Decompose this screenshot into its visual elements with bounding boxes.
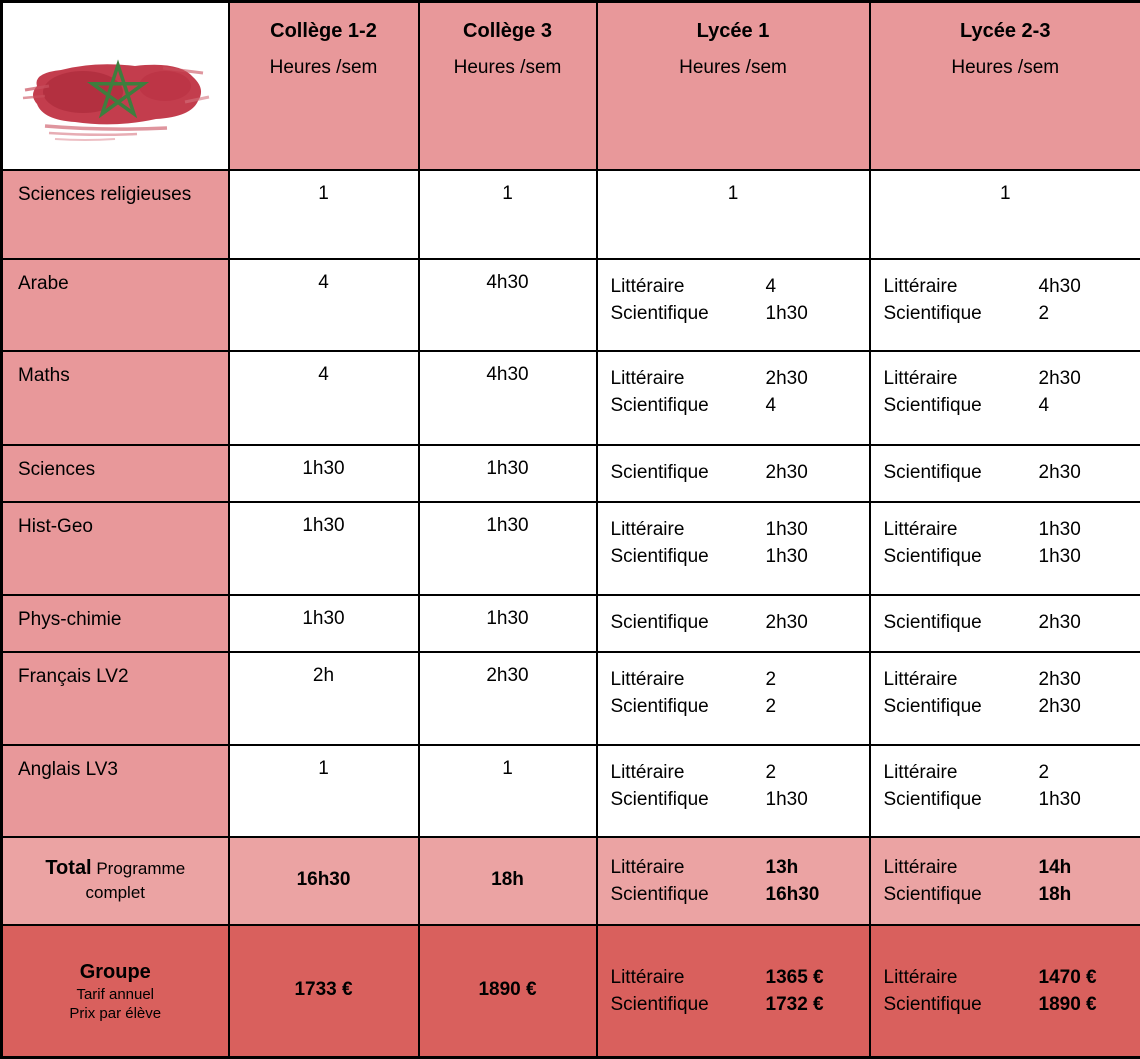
cell-phys-chimie-lycee-1 xyxy=(597,595,870,652)
stream-value: 2 xyxy=(766,666,777,693)
cell-francais-lv2-college-3: 2h30 xyxy=(419,652,597,745)
pair-line xyxy=(611,392,863,419)
pair-line xyxy=(611,964,863,991)
pair-line xyxy=(611,759,863,786)
stream-name: Scientifique xyxy=(884,392,1039,419)
pair-line xyxy=(611,991,863,1018)
stream-value: 13h xyxy=(766,854,799,881)
cell-sciences-lycee-1 xyxy=(597,445,870,502)
cell-sciences-religieuses-lycee-2-3: 1 xyxy=(870,170,1140,259)
row-francais-lv2 xyxy=(2,652,1140,745)
stream-value: 2 xyxy=(1039,759,1050,786)
pair-line xyxy=(884,459,1135,486)
pair-line xyxy=(884,786,1135,813)
stream-name: Scientifique xyxy=(884,459,1039,486)
stream-name: Scientifique xyxy=(611,786,766,813)
cell-total-college-1-2: 16h30 xyxy=(229,837,419,925)
stream-value: 1h30 xyxy=(766,300,808,327)
total-sublabel: Programme complet xyxy=(85,859,185,902)
column-title: Collège 3 xyxy=(421,19,595,43)
stream-value: 1732 € xyxy=(766,991,824,1018)
pair-line xyxy=(611,459,863,486)
stream-name: Littéraire xyxy=(884,516,1039,543)
row-label-phys-chimie: Phys-chimie xyxy=(2,595,229,652)
cell-francais-lv2-college-1-2: 2h xyxy=(229,652,419,745)
pair-line xyxy=(884,991,1135,1018)
cell-groupe-college-1-2: 1733 € xyxy=(229,925,419,1058)
cell-anglais-lv3-college-1-2: 1 xyxy=(229,745,419,837)
column-title: Lycée 2-3 xyxy=(872,19,1140,43)
stream-value: 18h xyxy=(1039,881,1072,908)
stream-value: 1h30 xyxy=(1039,786,1081,813)
row-anglais-lv3 xyxy=(2,745,1140,837)
cell-sciences-lycee-2-3 xyxy=(870,445,1140,502)
cell-francais-lv2-lycee-2-3 xyxy=(870,652,1140,745)
stream-value: 1h30 xyxy=(766,516,808,543)
cell-groupe-lycee-2-3 xyxy=(870,925,1140,1058)
stream-name: Scientifique xyxy=(611,609,766,636)
stream-name: Littéraire xyxy=(611,516,766,543)
stream-name: Scientifique xyxy=(884,300,1039,327)
pair-line xyxy=(884,666,1135,693)
row-label-sciences: Sciences xyxy=(2,445,229,502)
pair-line xyxy=(611,543,863,570)
stream-value: 1h30 xyxy=(1039,516,1081,543)
cell-sciences-college-1-2: 1h30 xyxy=(229,445,419,502)
header-lycee-1 xyxy=(597,2,870,170)
row-sciences-religieuses xyxy=(2,170,1140,259)
cell-total-lycee-2-3 xyxy=(870,837,1140,925)
column-subtitle: Heures /sem xyxy=(231,56,417,79)
stream-value: 1365 € xyxy=(766,964,824,991)
stream-name: Scientifique xyxy=(611,693,766,720)
cell-hist-geo-lycee-1 xyxy=(597,502,870,595)
stream-name: Littéraire xyxy=(611,854,766,881)
cell-arabe-lycee-2-3 xyxy=(870,259,1140,351)
cell-sciences-religieuses-lycee-1: 1 xyxy=(597,170,870,259)
cell-maths-college-3: 4h30 xyxy=(419,351,597,445)
row-label-total xyxy=(2,837,229,925)
pair-line xyxy=(884,964,1135,991)
cell-sciences-religieuses-college-1-2: 1 xyxy=(229,170,419,259)
cell-arabe-college-1-2: 4 xyxy=(229,259,419,351)
logo-cell xyxy=(2,2,229,170)
stream-value: 2 xyxy=(1039,300,1050,327)
pair-line xyxy=(611,300,863,327)
cell-groupe-college-3: 1890 € xyxy=(419,925,597,1058)
row-label-sciences-religieuses: Sciences religieuses xyxy=(2,170,229,259)
pair-line xyxy=(884,365,1135,392)
column-subtitle: Heures /sem xyxy=(421,56,595,79)
stream-name: Littéraire xyxy=(884,759,1039,786)
stream-name: Littéraire xyxy=(884,273,1039,300)
stream-name: Littéraire xyxy=(611,964,766,991)
pair-line xyxy=(611,365,863,392)
cell-sciences-religieuses-college-3: 1 xyxy=(419,170,597,259)
pair-line xyxy=(884,273,1135,300)
pair-line xyxy=(611,609,863,636)
stream-value: 4 xyxy=(766,392,777,419)
row-phys-chimie xyxy=(2,595,1140,652)
stream-name: Littéraire xyxy=(611,273,766,300)
stream-value: 1470 € xyxy=(1039,964,1097,991)
cell-sciences-college-3: 1h30 xyxy=(419,445,597,502)
pair-line xyxy=(611,273,863,300)
stream-value: 2h30 xyxy=(1039,459,1081,486)
stream-name: Littéraire xyxy=(884,666,1039,693)
cell-maths-lycee-1 xyxy=(597,351,870,445)
stream-value: 1h30 xyxy=(1039,543,1081,570)
stream-value: 2h30 xyxy=(1039,693,1081,720)
group-label: Groupe xyxy=(3,959,228,985)
stream-name: Scientifique xyxy=(884,786,1039,813)
stream-name: Littéraire xyxy=(884,854,1039,881)
pair-line xyxy=(611,666,863,693)
stream-name: Scientifique xyxy=(884,543,1039,570)
stream-name: Littéraire xyxy=(611,666,766,693)
pair-line xyxy=(611,881,863,908)
row-groupe xyxy=(2,925,1140,1058)
pair-line xyxy=(884,516,1135,543)
stream-value: 1h30 xyxy=(766,543,808,570)
row-label-groupe xyxy=(2,925,229,1058)
stream-value: 2h30 xyxy=(766,459,808,486)
row-sciences xyxy=(2,445,1140,502)
cell-phys-chimie-lycee-2-3 xyxy=(870,595,1140,652)
cell-anglais-lv3-lycee-1 xyxy=(597,745,870,837)
stream-value: 2h30 xyxy=(1039,365,1081,392)
cell-francais-lv2-lycee-1 xyxy=(597,652,870,745)
cell-maths-college-1-2: 4 xyxy=(229,351,419,445)
stream-value: 2 xyxy=(766,693,777,720)
pair-line xyxy=(884,881,1135,908)
pair-line xyxy=(884,300,1135,327)
stream-name: Littéraire xyxy=(884,365,1039,392)
stream-value: 4 xyxy=(766,273,777,300)
stream-name: Scientifique xyxy=(611,543,766,570)
header-college-3 xyxy=(419,2,597,170)
stream-name: Littéraire xyxy=(884,964,1039,991)
cell-arabe-lycee-1 xyxy=(597,259,870,351)
stream-value: 2h30 xyxy=(766,365,808,392)
cell-total-college-3: 18h xyxy=(419,837,597,925)
table-body xyxy=(2,170,1140,1058)
row-total xyxy=(2,837,1140,925)
row-hist-geo xyxy=(2,502,1140,595)
stream-value: 2h30 xyxy=(766,609,808,636)
stream-name: Scientifique xyxy=(884,693,1039,720)
group-sublabel: Tarif annuel xyxy=(3,985,228,1004)
row-label-arabe: Arabe xyxy=(2,259,229,351)
pair-line xyxy=(884,854,1135,881)
pair-line xyxy=(611,854,863,881)
pair-line xyxy=(611,693,863,720)
pair-line xyxy=(884,609,1135,636)
stream-value: 1890 € xyxy=(1039,991,1097,1018)
stream-name: Littéraire xyxy=(611,365,766,392)
cell-anglais-lv3-college-3: 1 xyxy=(419,745,597,837)
column-subtitle: Heures /sem xyxy=(872,56,1140,79)
cell-phys-chimie-college-3: 1h30 xyxy=(419,595,597,652)
cell-hist-geo-college-3: 1h30 xyxy=(419,502,597,595)
stream-name: Scientifique xyxy=(611,991,766,1018)
moroccan-flag-watercolor xyxy=(15,40,215,145)
stream-name: Scientifique xyxy=(884,609,1039,636)
row-label-hist-geo: Hist-Geo xyxy=(2,502,229,595)
pair-line xyxy=(884,759,1135,786)
row-label-maths: Maths xyxy=(2,351,229,445)
cell-total-lycee-1 xyxy=(597,837,870,925)
stream-value: 4h30 xyxy=(1039,273,1081,300)
stream-value: 14h xyxy=(1039,854,1072,881)
cell-phys-chimie-college-1-2: 1h30 xyxy=(229,595,419,652)
stream-value: 4 xyxy=(1039,392,1050,419)
cell-hist-geo-lycee-2-3 xyxy=(870,502,1140,595)
stream-name: Scientifique xyxy=(611,459,766,486)
cell-hist-geo-college-1-2: 1h30 xyxy=(229,502,419,595)
pair-line xyxy=(884,543,1135,570)
total-label: Total xyxy=(45,857,91,879)
stream-name: Scientifique xyxy=(884,881,1039,908)
pair-line xyxy=(611,516,863,543)
stream-name: Littéraire xyxy=(611,759,766,786)
cell-groupe-lycee-1 xyxy=(597,925,870,1058)
row-label-francais-lv2: Français LV2 xyxy=(2,652,229,745)
cell-anglais-lv3-lycee-2-3 xyxy=(870,745,1140,837)
pair-line xyxy=(611,786,863,813)
stream-value: 16h30 xyxy=(766,881,820,908)
header-college-1-2 xyxy=(229,2,419,170)
pair-line xyxy=(884,693,1135,720)
pair-line xyxy=(884,392,1135,419)
stream-name: Scientifique xyxy=(884,991,1039,1018)
stream-name: Scientifique xyxy=(611,392,766,419)
stream-value: 2h30 xyxy=(1039,609,1081,636)
column-subtitle: Heures /sem xyxy=(599,56,868,79)
stream-name: Scientifique xyxy=(611,881,766,908)
row-arabe xyxy=(2,259,1140,351)
header-row xyxy=(2,2,1140,170)
cell-maths-lycee-2-3 xyxy=(870,351,1140,445)
column-title: Collège 1-2 xyxy=(231,19,417,43)
stream-value: 2 xyxy=(766,759,777,786)
cell-arabe-college-3: 4h30 xyxy=(419,259,597,351)
column-title: Lycée 1 xyxy=(599,19,868,43)
stream-value: 1h30 xyxy=(766,786,808,813)
stream-name: Scientifique xyxy=(611,300,766,327)
stream-value: 2h30 xyxy=(1039,666,1081,693)
row-maths xyxy=(2,351,1140,445)
row-label-anglais-lv3: Anglais LV3 xyxy=(2,745,229,837)
group-sublabel: Prix par élève xyxy=(3,1004,228,1023)
header-lycee-2-3 xyxy=(870,2,1140,170)
